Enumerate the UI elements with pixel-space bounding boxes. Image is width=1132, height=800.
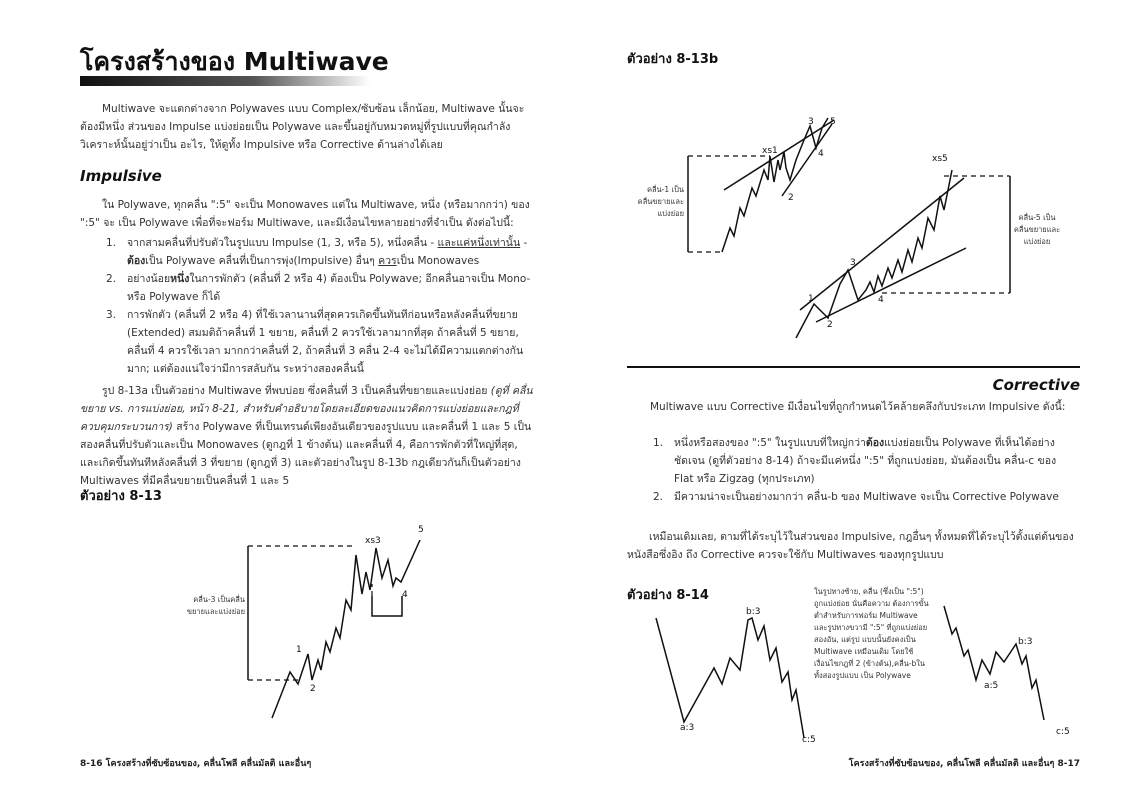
- list-item: 1. จากสามคลื่นที่ปรับตัวในรูปแบบ Impulse (1, 3, หรือ 5), หนึ่งคลื่น - และแค่หนึ่งเท่านั้น - ต้องเป็น Polywave คลื่นที่เป็นการพุ่ง(Impulsive) อื่นๆ ควรเป็น Monowaves: [80, 234, 535, 270]
- list-number: 3.: [106, 309, 117, 321]
- wave-label: b:3: [746, 607, 761, 617]
- wave-label: xs5: [932, 154, 948, 164]
- list-number: 2.: [106, 273, 117, 285]
- list-item: 2. มีความน่าจะเป็นอย่างมากว่า คลื่น-b ของ Multiwave จะเป็น Corrective Polywave: [627, 488, 1067, 506]
- corrective-paragraph: เหมือนเดิมเลย, ตามที่ได้ระบุไว้ในส่วนของ Impulsive, กฎอื่นๆ ทั้งหมดที่ได้ระบุไว้ตั้งแต่ต้นของหนังสือซึ่งอิง ถึง Corrective ควรจะใช้กับ Multiwaves ของทุกรูปแบบ: [627, 531, 1074, 561]
- wave-label: 1: [808, 294, 814, 304]
- figure-8-13b-note-right: คลื่น-5 เป็น คลื่นขยายและ แบ่งย่อย: [1013, 213, 1061, 246]
- corrective-intro: Multiwave แบบ Corrective มีเงื่อนไขที่ถูกกำหนดไว้คล้ายคลึงกับประเภท Impulsive ดังนี้:: [650, 401, 1066, 413]
- right-footer: โครงสร้างที่ซับซ้อนของ, คลื่นโพลี คลื่นมัลติ และอื่นๆ 8-17: [848, 759, 1080, 769]
- figure-8-13-note: คลื่น-3 เป็นคลื่น ขยายและแบ่งย่อย: [186, 595, 245, 616]
- wave-label: 5: [830, 117, 836, 127]
- wave-label: a:5: [984, 681, 999, 691]
- left-footer: 8-16 โครงสร้างที่ซับซ้อนของ, คลื่นโพลี คลื่นมัลติ และอื่นๆ: [80, 759, 312, 769]
- figure-8-13b-heading: ตัวอย่าง 8-13b: [627, 52, 719, 67]
- figure-8-13b-note-left: คลื่น-1 เป็น คลื่นขยายและ แบ่งย่อย: [637, 185, 684, 218]
- wave-label: xs1: [762, 146, 778, 156]
- wave-label: 2: [310, 684, 316, 694]
- list-item: 1. หนึ่งหรือสองของ ":5" ในรูปแบบที่ใหญ่กว่าต้องแบ่งย่อยเป็น Polywave ที่เห็นได้อย่างชัดเจน (ดูที่ตัวอย่าง 8-14) ถ้าจะมีแค่หนึ่ง ":5" ที่ถูกแบ่งย่อย, มันต้องเป็น คลื่น-c ของ Flat หรือ Zigzag (ทุกประเภท): [627, 434, 1067, 488]
- wave-path: [656, 618, 804, 738]
- figure-8-14-heading: ตัวอย่าง 8-14: [627, 588, 709, 603]
- wave-label: 2: [788, 193, 794, 203]
- bracket-solid: [372, 596, 402, 616]
- figure-8-14-note: ในรูปทางซ้าย, คลื่น (ซึ่งเป็น ":5") ถูกแบ่งย่อย นั่นคือความ ต้องการขั้นต่ำสำหรับการฟอร์ม Multiwave และรูปทางขวามี ":5" ที่ถูกแบ่งย่อยสองอัน, แต่รูป แบบนั้นยังคงเป็น Multiwave เหมือนเดิม โดยใช้เงื่อนไขกฎที่ 2 (ข้างต้น),คลื่น-bในทั้งสองรูปแบบ เป็น Polywave: [814, 587, 929, 680]
- figure-8-13-heading: ตัวอย่าง 8-13: [80, 489, 162, 504]
- wave-path: [796, 170, 952, 338]
- wave-label: 1: [296, 645, 302, 655]
- impulsive-heading: Impulsive: [80, 167, 162, 185]
- wave-label: c:5: [1056, 727, 1070, 737]
- wave-path: [722, 118, 828, 252]
- wave-label: 4: [878, 295, 884, 305]
- example-paragraph: รูป 8-13a เป็นตัวอย่าง Multiwave ที่พบบ่อย ซึ่งคลื่นที่ 3 เป็นคลื่นที่ขยายและแบ่งย่อย (ดูที่ คลื่นขยาย vs. การแบ่งย่อย, หน้า 8-21, สำหรับคำอธิบายโดยละเอียดของแนวคิดการแบ่งย่อยและกฎที่ควบคุมกระบวนการ) สร้าง Polywave ที่เป็นเทรนด์เพียงอันเดียวของรูปแบบ และคลื่นที่ 1 และ 5 เป็นสองคลื่นที่ปรับตัวและเป็น Monowaves (ดูกฎที่ 1 ข้างต้น) และคลื่นที่ 4, คือการพักตัวที่ใหญ่ที่สุด, และเกิดขึ้นทันทีหลังคลื่นที่ 3 ที่ขยาย (ดูกฎที่ 3) และตัวอย่างในรูป 8-13b กฎเดียวกันก็เป็นตัวอย่าง Multiwaves ที่มีคลื่นขยายเป็นคลื่นที่ 1 และ 5: [80, 385, 533, 487]
- figure-8-14-diagram: [566, 560, 1132, 750]
- wave-label: 4: [818, 149, 824, 159]
- wave-path: [944, 606, 1044, 720]
- list-item: 2. อย่างน้อยหนึ่งในการพักตัว (คลื่นที่ 2 หรือ 4) ต้องเป็น Polywave; อีกคลื่นอาจเป็น Mono- หรือ Polywave ก็ได้: [80, 270, 535, 306]
- wave-path: [272, 540, 420, 718]
- wave-label: 5: [418, 525, 424, 535]
- figure-8-13b-diagram: [566, 0, 1132, 366]
- trend-line: [816, 248, 966, 322]
- list-number: 2.: [653, 491, 664, 503]
- wave-label: a:3: [680, 723, 695, 733]
- impulsive-intro: ใน Polywave, ทุกคลื่น ":5" จะเป็น Monowaves แต่ใน Multiwave, หนึ่ง (หรือมากกว่า) ของ ":5" จะ เป็น Polywave เพื่อที่จะฟอร์ม Multiwave, และมีเงื่อนไขหลายอย่างที่จำเป็น ดังต่อไปนี้:: [80, 199, 530, 229]
- wave-label: b:3: [1018, 637, 1033, 647]
- intro-paragraph: Multiwave จะแตกต่างจาก Polywaves แบบ Complex/ซับซ้อน เล็กน้อย, Multiwave นั้นจะต้องมีหนึ่ง ส่วนของ Impulse แบ่งย่อยเป็น Polywave และขึ้นอยู่กับหมวดหมู่ที่รูปแบบที่คุณกำลังวิเคราะห์นั้นอยู่ว่าเป็น อะไร, ให้ดูทั้ง Impulsive หรือ Corrective ด้านล่างได้เลย: [80, 103, 525, 151]
- wave-label: 2: [827, 320, 833, 330]
- wave-label: c:5: [802, 735, 816, 745]
- wave-label: xs3: [365, 536, 381, 546]
- corrective-rules-list: [627, 434, 1067, 506]
- wave-label: 3: [850, 258, 856, 268]
- list-number: 1.: [653, 437, 664, 449]
- section-divider: [627, 366, 1080, 368]
- page-title: โครงสร้างของ Multiwave: [80, 47, 389, 76]
- wave-label: 4: [402, 590, 408, 600]
- corrective-heading: Corrective: [992, 376, 1080, 394]
- wave-label: 3: [808, 117, 814, 127]
- list-item: 3. การพักตัว (คลื่นที่ 2 หรือ 4) ที่ใช้เวลานานที่สุดควรเกิดขึ้นทันทีก่อนหรือหลังคลื่นที่ขยาย (Extended) สมมติถ้าคลื่นที่ 1 ขยาย, คลื่นที่ 2 ควรใช้เวลามากที่สุด ถ้าคลื่นที่ 5 ขยาย, คลื่นที่ 4 ควรใช้เวลา มากกว่าคลื่นที่ 2, ถ้าคลื่นที่ 3 คลื่น 2-4 จะไม่ได้มีความแตกต่างกันมาก; แต่ต้องแน่ใจว่ามีการสลับกัน ระหว่างสองคลื่นนี้: [80, 306, 535, 378]
- list-number: 1.: [106, 237, 117, 249]
